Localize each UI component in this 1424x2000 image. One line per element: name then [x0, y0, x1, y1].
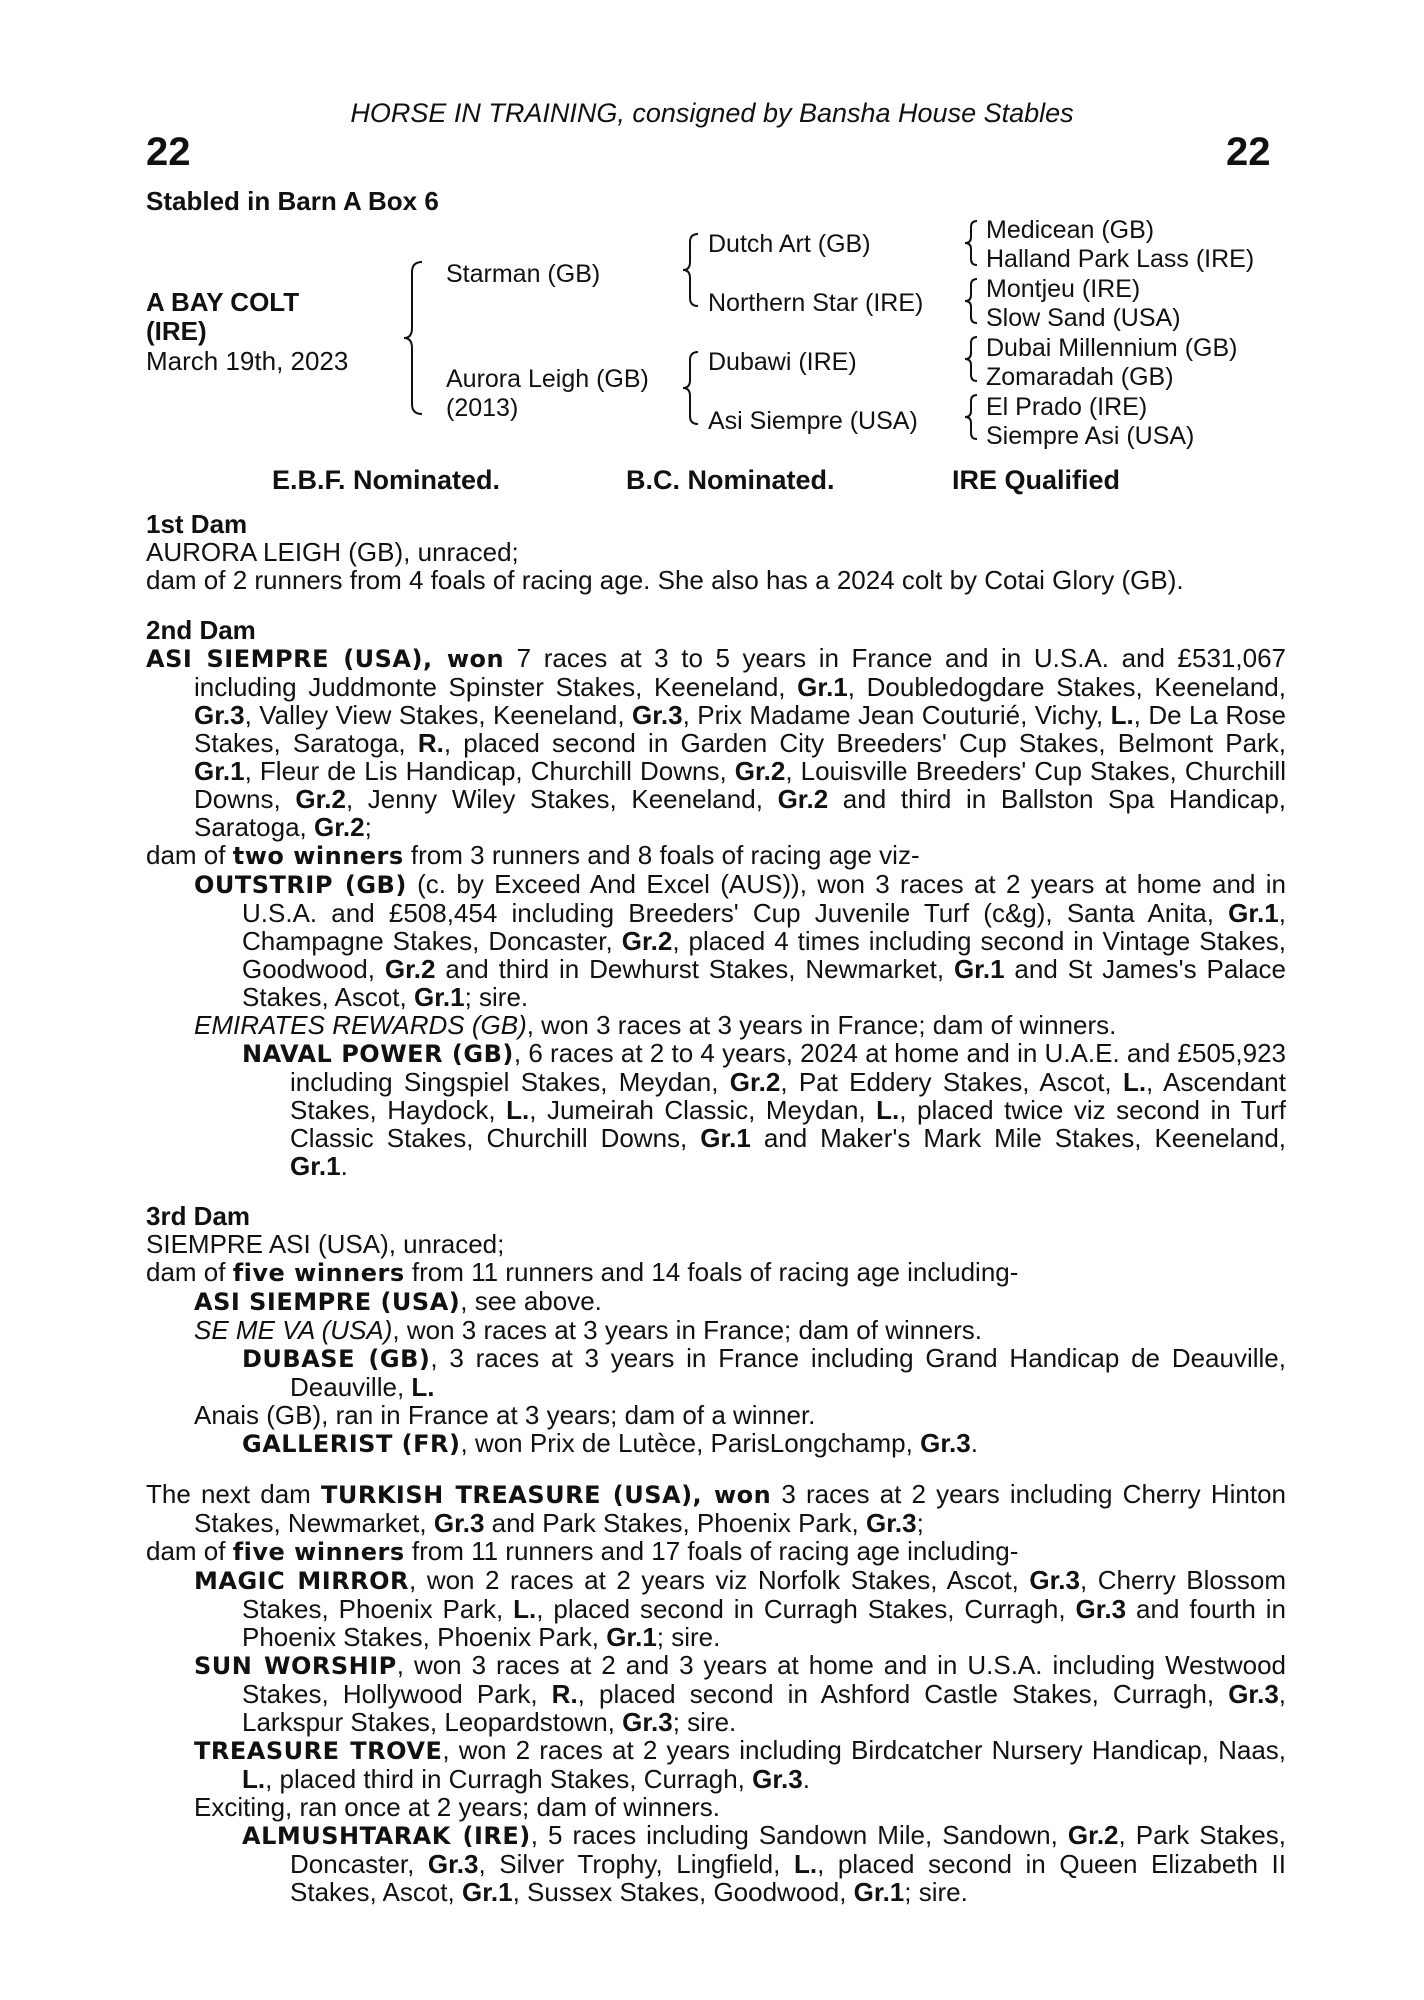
third-dam-line1: SIEMPRE ASI (USA), unraced;	[146, 1229, 505, 1259]
next-dam-record: The next dam TURKISH TREASURE (USA), won 3 races at 2 years including Cherry Hinton Stakes, Newmarket, Gr.3 and Park Stakes, Phoenix Park, Gr.3;	[146, 1479, 1286, 1538]
third-dam-produce-summary: dam of five winners from 11 runners and 14 foals of racing age including-	[146, 1257, 1019, 1287]
produce-exciting: Exciting, ran once at 2 years; dam of winners.	[194, 1792, 721, 1822]
pedigree-brace-main	[400, 258, 430, 418]
pedigree-sire-dam: Northern Star (IRE)	[708, 289, 924, 317]
horse-description: A BAY COLT	[146, 287, 300, 317]
pedigree-sds: Montjeu (IRE)	[986, 275, 1141, 303]
second-dam-produce-summary: dam of two winners from 3 runners and 8 foals of racing age viz-	[146, 840, 920, 870]
pedigree-brace-dam	[680, 348, 704, 428]
catalogue-body	[146, 510, 1286, 1906]
pedigree-dam: Aurora Leigh (GB)	[446, 365, 649, 393]
produce-anais: Anais (GB), ran in France at 3 years; dam of a winner.	[194, 1400, 816, 1430]
pedigree-dam-year: (2013)	[446, 394, 519, 422]
pedigree-dss: Dubai Millennium (GB)	[986, 334, 1238, 362]
first-dam-line2: dam of 2 runners from 4 foals of racing age. She also has a 2024 colt by Cotai Glory (GB).	[146, 565, 1184, 595]
pedigree-brace-3	[962, 334, 982, 384]
pedigree-sire-sire: Dutch Art (GB)	[708, 230, 871, 258]
foaling-date: March 19th, 2023	[146, 346, 349, 376]
lot-number-left: 22	[146, 130, 191, 174]
produce-treasure-trove: TREASURE TROVE, won 2 races at 2 years including Birdcatcher Nursery Handicap, Naas, L., placed third in Curragh Stakes, Curragh, Gr.3.	[194, 1735, 1287, 1794]
pedigree-brace-2	[962, 276, 982, 326]
lot-number-right: 22	[1226, 130, 1271, 174]
first-dam-line1: AURORA LEIGH (GB), unraced;	[146, 537, 519, 567]
produce-emirates-rewards: EMIRATES REWARDS (GB), won 3 races at 3 years in France; dam of winners.	[194, 1010, 1117, 1040]
pedigree-brace-4	[962, 392, 982, 442]
next-dam-produce-summary: dam of five winners from 11 runners and 17 foals of racing age including-	[146, 1536, 1019, 1566]
pedigree-ssd: Halland Park Lass (IRE)	[986, 245, 1255, 273]
produce-se-me-va: SE ME VA (USA), won 3 races at 3 years in France; dam of winners.	[194, 1315, 983, 1345]
bc-nomination: B.C. Nominated.	[626, 465, 835, 495]
third-dam-heading: 3rd Dam	[146, 1201, 251, 1231]
second-dam-record: ASI SIEMPRE (USA), won 7 races at 3 to 5 years in France and in U.S.A. and £531,067 including Juddmonte Spinster Stakes, Keeneland, Gr.1, Doubledogdare Stakes, Keeneland, Gr.3, Valley View Stakes, Keeneland, Gr.3, Prix Madame Jean Couturié, Vichy, L., De La Rose Stakes, Saratoga, R., placed second in Garden City Breeders' Cup Stakes, Belmont Park, Gr.1, Fleur de Lis Handicap, Churchill Downs, Gr.2, Louisville Breeders' Cup Stakes, Churchill Downs, Gr.2, Jenny Wiley Stakes, Keeneland, Gr.2 and third in Ballston Spa Handicap, Saratoga, Gr.2;	[146, 643, 1287, 842]
ire-qualified: IRE Qualified	[952, 465, 1121, 495]
pedigree-brace-sire	[680, 230, 704, 310]
produce-naval-power: NAVAL POWER (GB), 6 races at 2 to 4 years, 2024 at home and in U.A.E. and £505,923 including Singspiel Stakes, Meydan, Gr.2, Pat Eddery Stakes, Ascot, L., Ascendant Stakes, Haydock, L., Jumeirah Classic, Meydan, L., placed twice viz second in Turf Classic Stakes, Churchill Downs, Gr.1 and Maker's Mark Mile Stakes, Keeneland, Gr.1.	[242, 1038, 1287, 1181]
pedigree-sdd: Slow Sand (USA)	[986, 304, 1181, 332]
pedigree-dam-dam: Asi Siempre (USA)	[708, 407, 918, 435]
produce-dubase: DUBASE (GB), 3 races at 3 years in France including Grand Handicap de Deauville, Deauville, L.	[242, 1343, 1286, 1402]
produce-almushtarak: ALMUSHTARAK (IRE), 5 races including Sandown Mile, Sandown, Gr.2, Park Stakes, Doncaster, Gr.3, Silver Trophy, Lingfield, L., placed second in Queen Elizabeth II Stakes, Ascot, Gr.1, Sussex Stakes, Goodwood, Gr.1; sire.	[242, 1820, 1286, 1907]
pedigree-dam-sire: Dubawi (IRE)	[708, 348, 857, 376]
pedigree-dds: El Prado (IRE)	[986, 393, 1148, 421]
pedigree-brace-1	[962, 218, 982, 268]
pedigree-ddd: Siempre Asi (USA)	[986, 422, 1195, 450]
page-header-title: HORSE IN TRAINING, consigned by Bansha House Stables	[350, 98, 1074, 128]
pedigree-sss: Medicean (GB)	[986, 216, 1155, 244]
produce-outstrip: OUTSTRIP (GB) (c. by Exceed And Excel (AUS)), won 3 races at 2 years at home and in U.S.A. and £508,454 including Breeders' Cup Juvenile Turf (c&g), Santa Anita, Gr.1, Champagne Stakes, Doncaster, Gr.2, placed 4 times including second in Vintage Stakes, Goodwood, Gr.2 and third in Dewhurst Stakes, Newmarket, Gr.1 and St James's Palace Stakes, Ascot, Gr.1; sire.	[194, 869, 1287, 1012]
stabling-info: Stabled in Barn A Box 6	[146, 186, 439, 216]
ebf-nomination: E.B.F. Nominated.	[272, 465, 501, 495]
pedigree-sire: Starman (GB)	[446, 260, 601, 288]
produce-sun-worship: SUN WORSHIP, won 3 races at 2 and 3 years at home and in U.S.A. including Westwood Stakes, Hollywood Park, R., placed second in Ashford Castle Stakes, Curragh, Gr.3, Larkspur Stakes, Leopardstown, Gr.3; sire.	[194, 1650, 1287, 1737]
produce-gallerist: GALLERIST (FR), won Prix de Lutèce, ParisLongchamp, Gr.3.	[242, 1428, 978, 1458]
first-dam-heading: 1st Dam	[146, 509, 248, 539]
second-dam-heading: 2nd Dam	[146, 615, 256, 645]
pedigree-dsd: Zomaradah (GB)	[986, 363, 1174, 391]
horse-country: (IRE)	[146, 316, 207, 346]
produce-asi-siempre: ASI SIEMPRE (USA), see above.	[194, 1286, 602, 1316]
produce-magic-mirror: MAGIC MIRROR, won 2 races at 2 years viz Norfolk Stakes, Ascot, Gr.3, Cherry Blossom Stakes, Phoenix Park, L., placed second in Curragh Stakes, Curragh, Gr.3 and fourth in Phoenix Stakes, Phoenix Park, Gr.1; sire.	[194, 1565, 1287, 1652]
